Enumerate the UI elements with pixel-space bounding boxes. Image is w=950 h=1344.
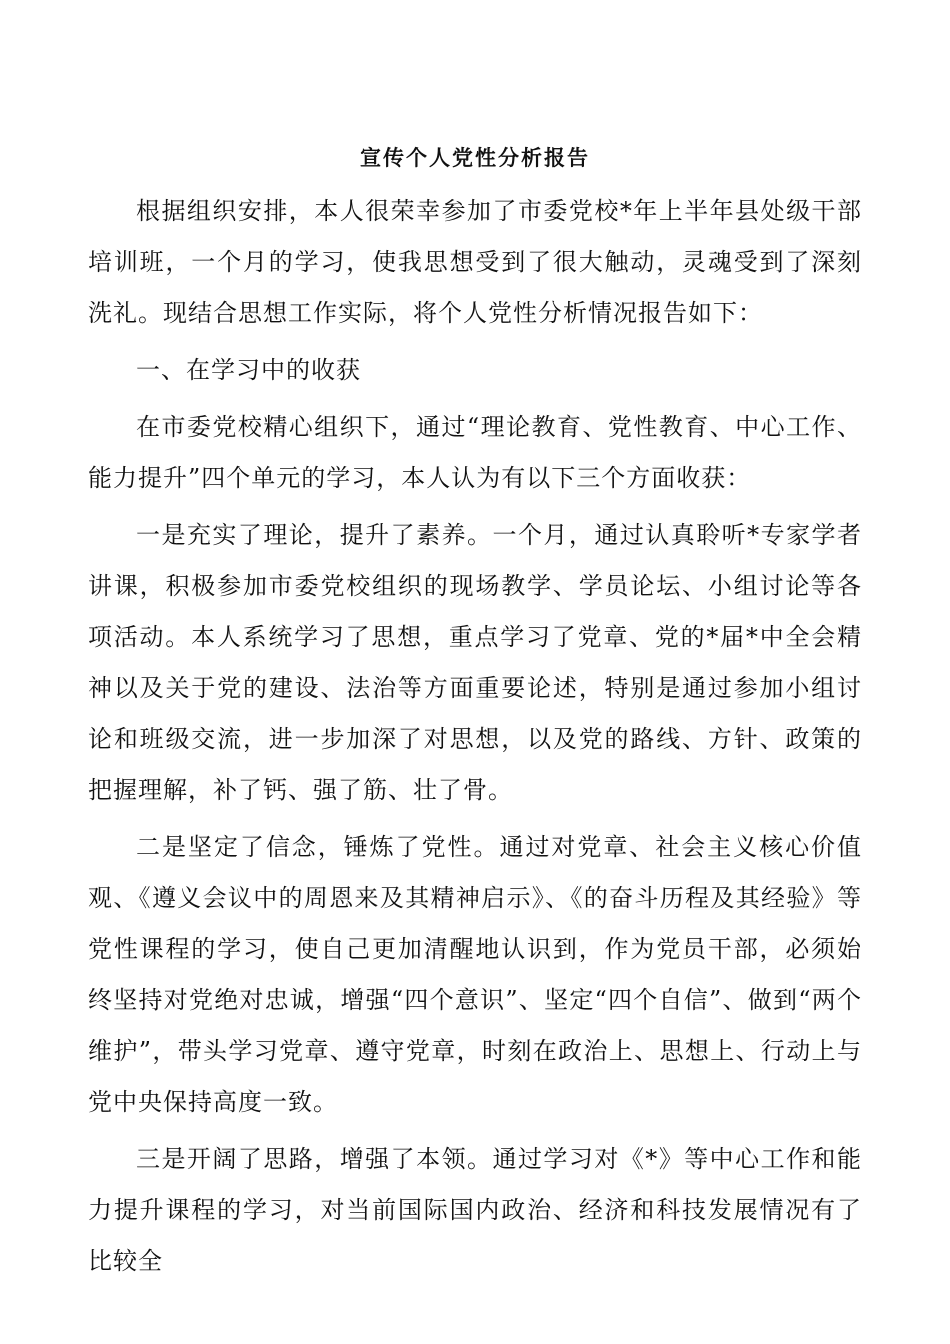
document-page [88,138,862,1293]
body-paragraph: 三是开阔了思路，增强了本领。通过学习对《*》等中心工作和能力提升课程的学习，对当前国际国内政治、经济和科技发展情况有了比较全 [88,1145,862,1275]
intro-paragraph: 根据组织安排，本人很荣幸参加了市委党校*年上半年县处级干部培训班，一个月的学习，使我思想受到了很大触动，灵魂受到了深刻洗礼。现结合思想工作实际，将个人党性分析情况报告如下： [88,197,862,327]
body-paragraph: 在市委党校精心组织下，通过“理论教育、党性教育、中心工作、能力提升”四个单元的学习，本人认为有以下三个方面收获： [88,413,862,492]
section-heading: 一、在学习中的收获 [136,356,361,384]
document-title: 宣传个人党性分析报告 [360,146,590,170]
body-paragraph: 一是充实了理论，提升了素养。一个月，通过认真聆听*专家学者讲课，积极参加市委党校组织的现场教学、学员论坛、小组讨论等各项活动。本人系统学习了思想，重点学习了党章、党的*届*中全会精神以及关于党的建设、法治等方面重要论述，特别是通过参加小组讨论和班级交流，进一步加深了对思想，以及党的路线、方针、政策的把握理解，补了钙、强了筋、壮了骨。 [88,521,862,804]
body-paragraph: 二是坚定了信念，锤炼了党性。通过对党章、社会主义核心价值观、《遵义会议中的周恩来及其精神启示》、《的奋斗历程及其经验》等党性课程的学习，使自己更加清醒地认识到，作为党员干部，必须始终坚持对党绝对忠诚，增强“四个意识”、坚定“四个自信”、做到“两个维护”，带头学习党章、遵守党章，时刻在政治上、思想上、行动上与党中央保持高度一致。 [88,833,862,1116]
